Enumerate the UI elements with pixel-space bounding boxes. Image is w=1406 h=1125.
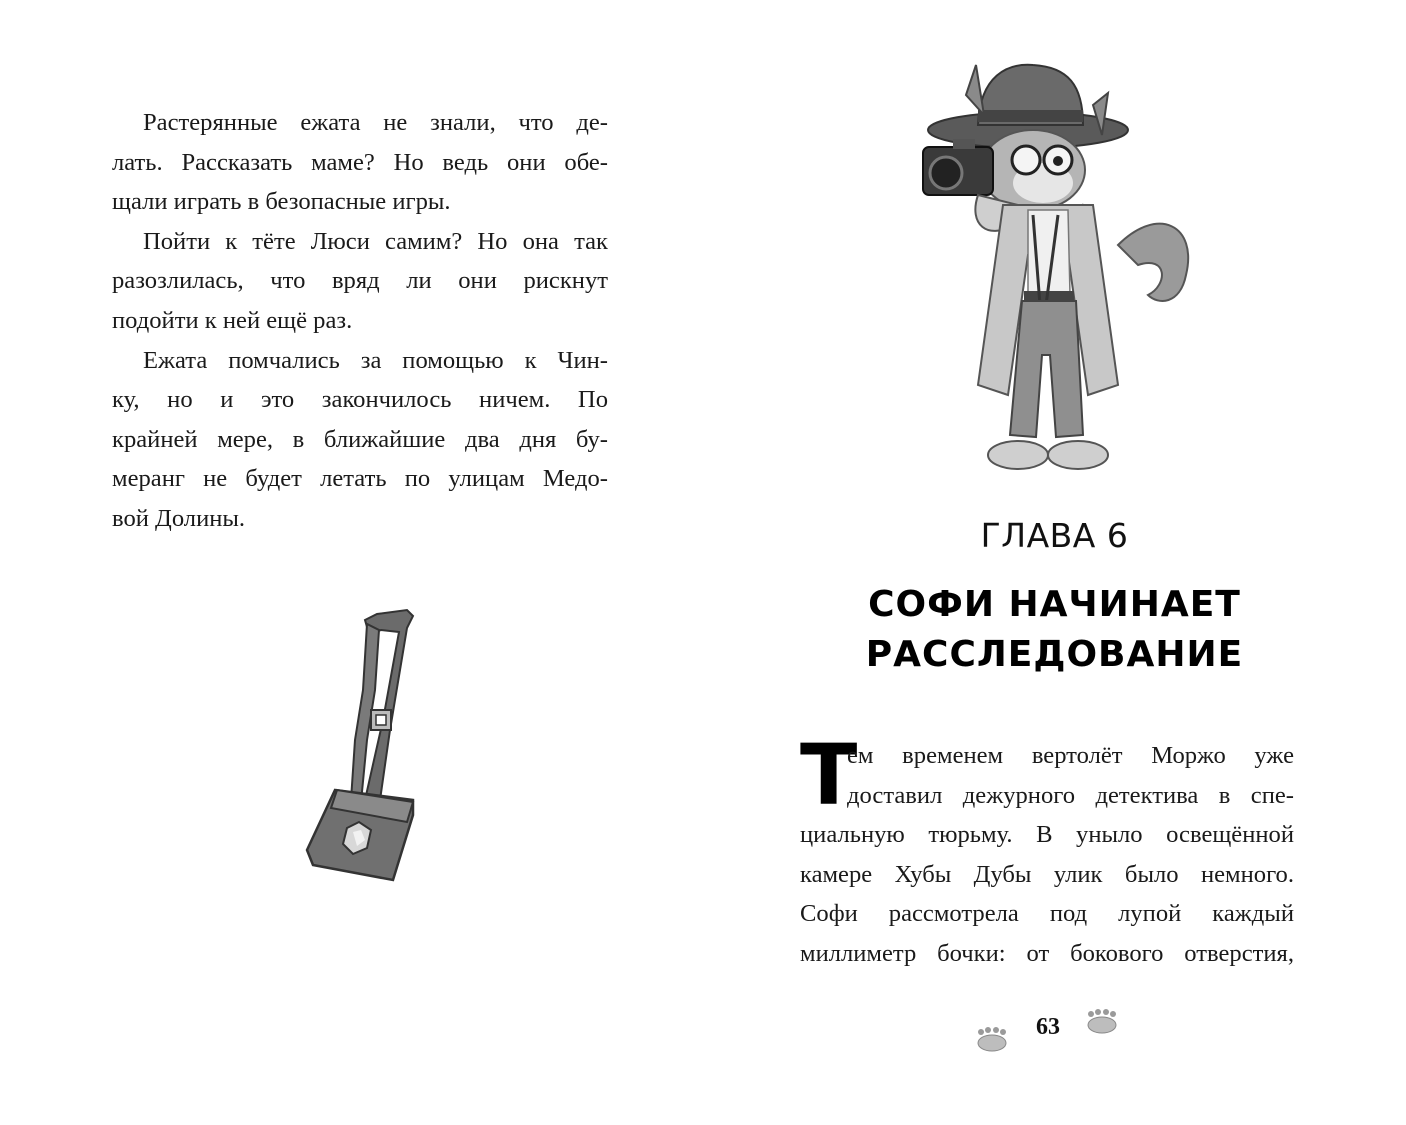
text-line: ку, но и это закончилось ничем. По [112,386,608,414]
text-line: Ежата помчались за помощью к Чин- [143,346,608,374]
text-line: разозлилась, что вряд ли они рискнут [112,267,608,295]
right-page-text [800,726,1294,974]
text-line: доставил дежурного детектива в спе- [847,781,1294,809]
text-line: Софи рассмотрела под лупой каждый [800,900,1294,928]
chapter-title [703,580,1406,680]
page-number: 63 [1036,1014,1060,1040]
chapter-title-line: СОФИ НАЧИНАЕТ [868,584,1241,625]
paw-print-icon [975,1026,1009,1052]
text-line: щали играть в безопасные игры. [112,188,451,216]
text-line: меранг не будет летать по улицам Медо- [112,465,608,493]
chapter-title-line: РАССЛЕДОВАНИЕ [865,634,1244,675]
left-page-text [112,103,608,539]
text-line: ем временем вертолёт Моржо уже [847,742,1294,769]
text-line: камере Хубы Дубы улик было немного. [800,860,1294,888]
paw-print-icon [1085,1008,1119,1034]
camera-bag-icon [295,600,435,895]
text-line: вой Долины. [112,504,246,532]
text-line: Растерянные ежата не знали, что де- [143,109,608,136]
drop-cap: Т [800,726,858,824]
chapter-label: ГЛАВА 6 [980,516,1129,555]
text-line: Пойти к тёте Люси самим? Но она так [143,227,608,255]
right-page [703,0,1406,1125]
text-line: лать. Рассказать маме? Но ведь они обе- [112,148,608,176]
text-line: крайней мере, в ближайшие два дня бу- [112,425,608,453]
detective-squirrel-icon [918,55,1218,495]
text-line: подойти к ней ещё раз. [112,306,353,334]
text-line: циальную тюрьму. В уныло освещённой [800,821,1294,849]
text-line: миллиметр бочки: от бокового отверстия, [800,939,1294,967]
